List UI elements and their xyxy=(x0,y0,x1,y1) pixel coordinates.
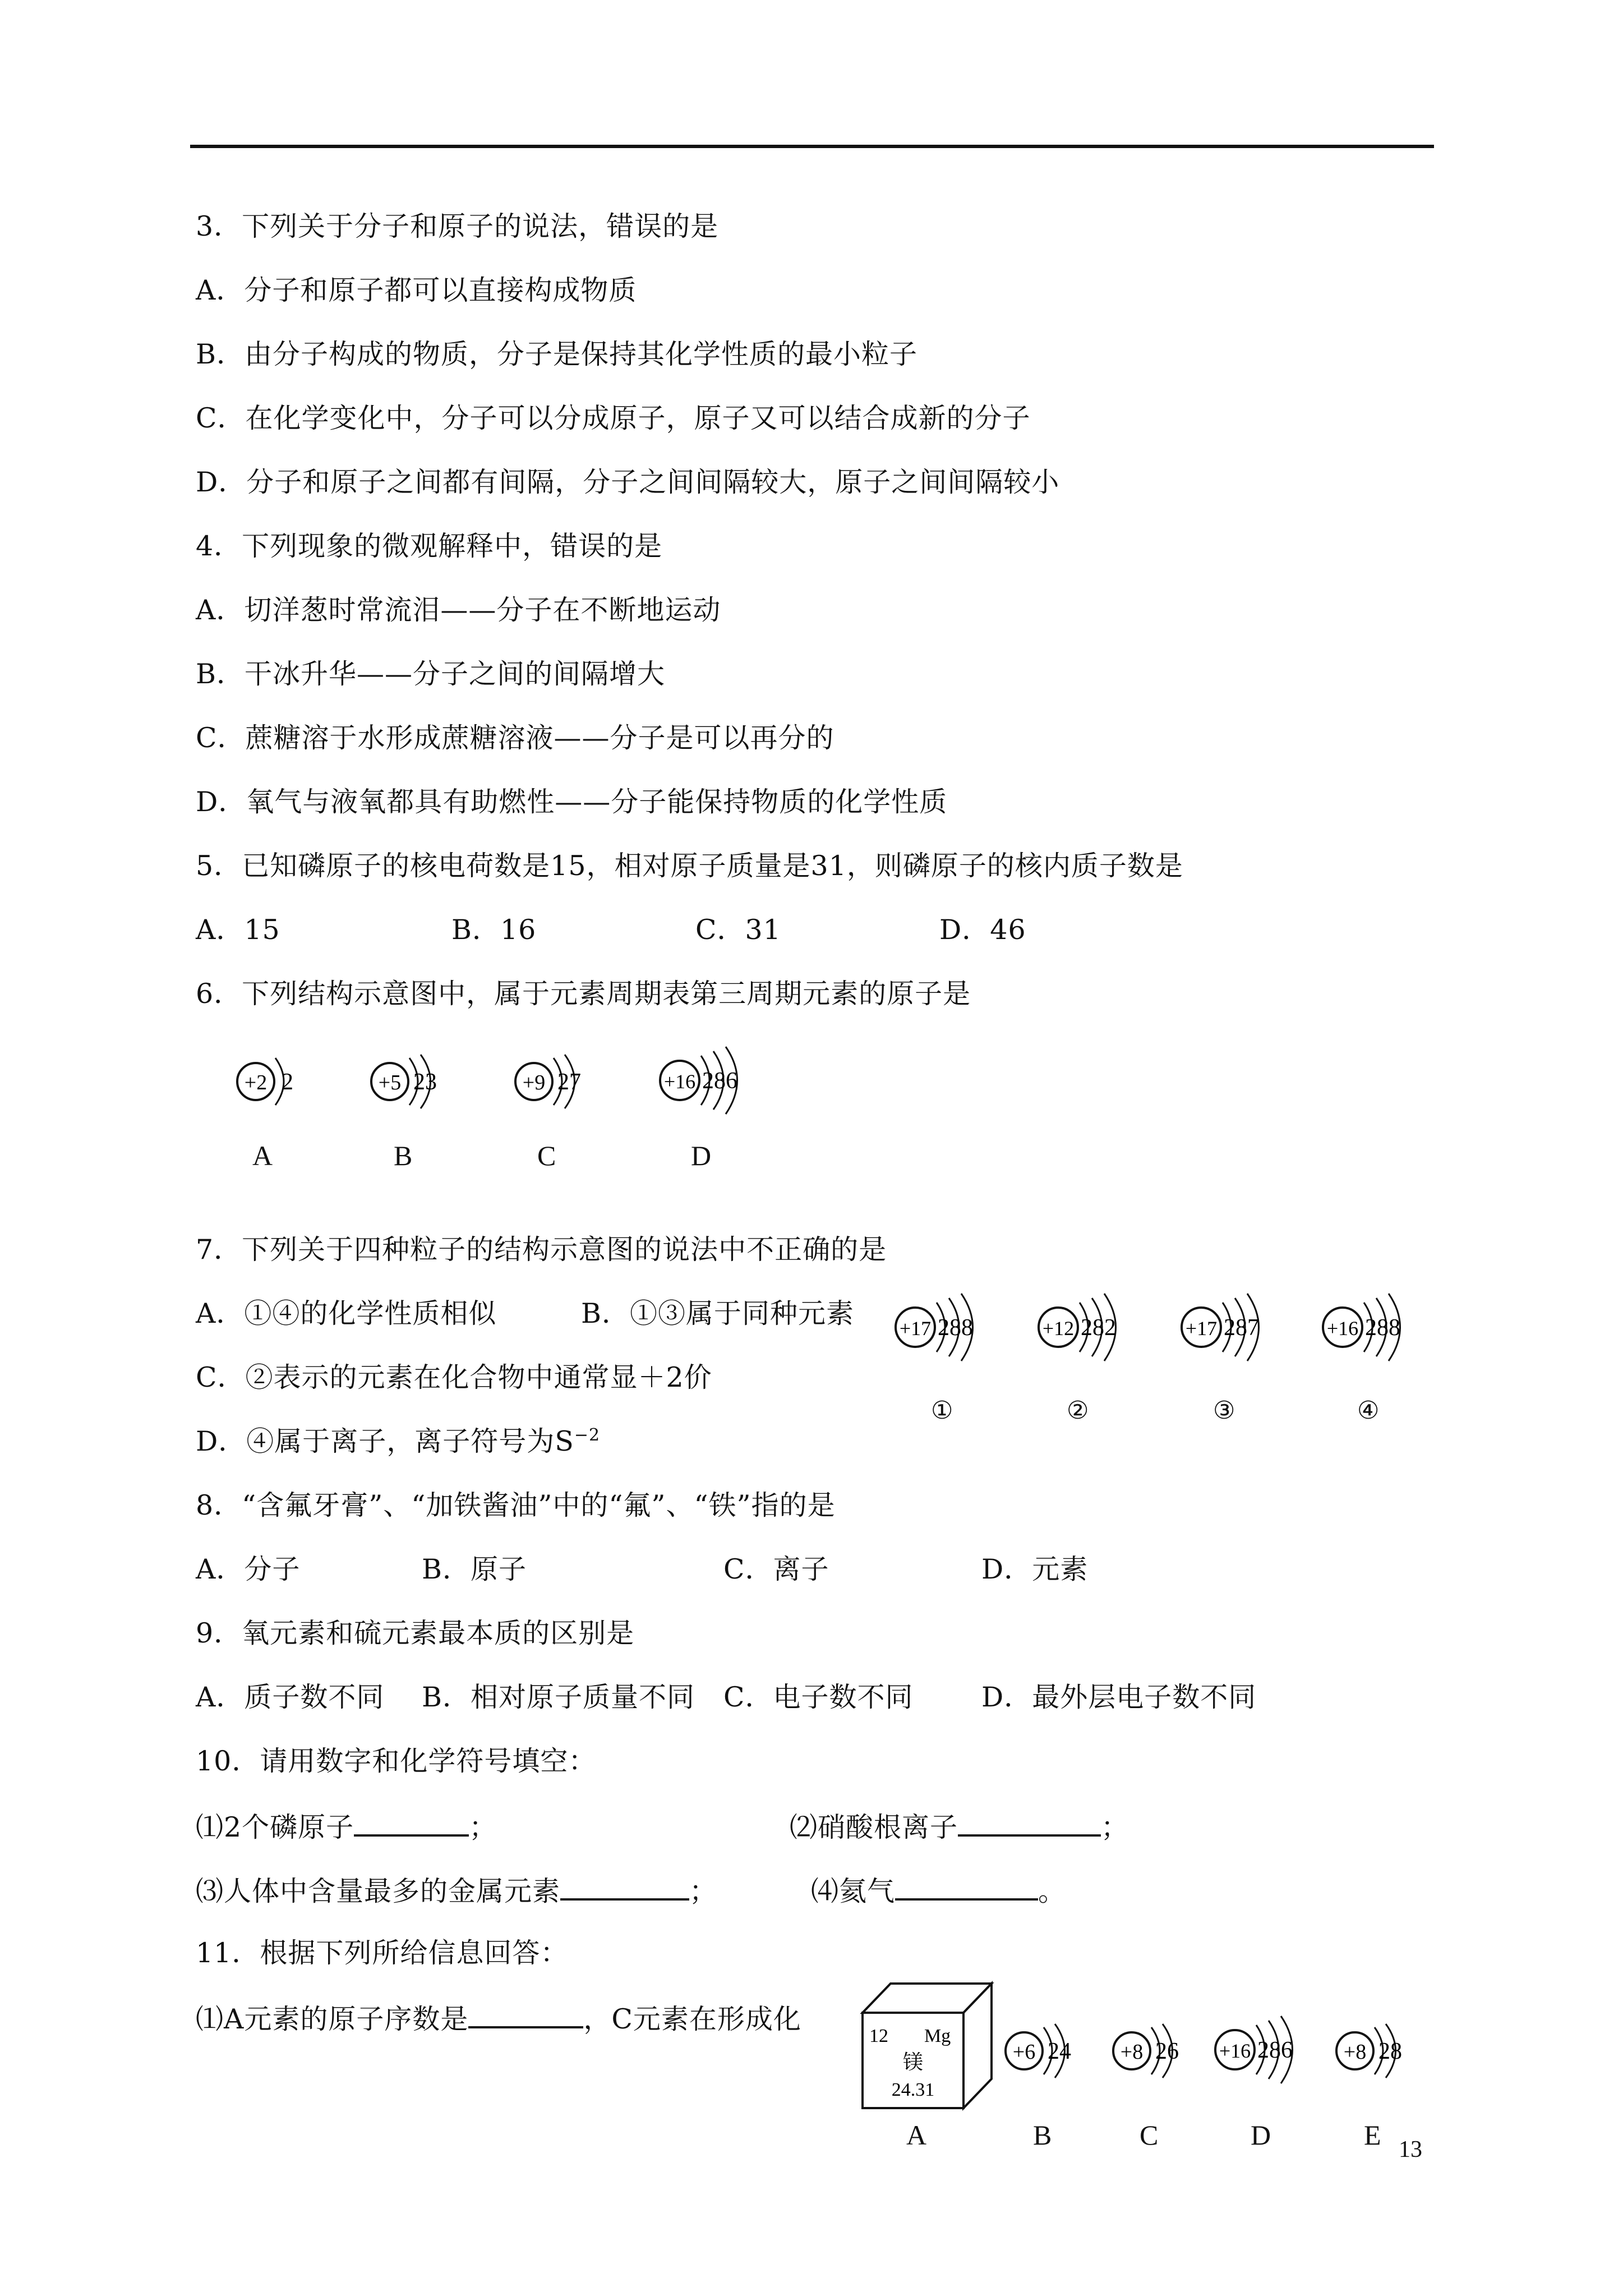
question-7-option-d-text: D．④属于离子，离子符号为S xyxy=(196,1425,574,1457)
q6-label-d: D xyxy=(691,1140,712,1171)
question-3-option-c: C．在化学变化中，分子可以分成原子，原子又可以结合成新的分子 xyxy=(196,402,1031,434)
question-4-option-d: D．氧气与液氧都具有助燃性——分子能保持物质的化学性质 xyxy=(196,786,948,818)
q10-part-1-text: ⑴2个磷原子 xyxy=(196,1811,354,1843)
element-cell-magnesium xyxy=(858,1979,998,2114)
q11-label-a: A xyxy=(906,2119,927,2151)
q10-part-2-text: ⑵硝酸根离子 xyxy=(790,1811,958,1843)
svg-text:26: 26 xyxy=(1155,2039,1179,2064)
question-10-part-4 xyxy=(811,1872,1066,1908)
question-3-stem: 3．下列关于分子和原子的说法，错误的是 xyxy=(196,210,719,242)
svg-text:+16: +16 xyxy=(1326,1317,1359,1340)
q11-part-1-text: ⑴A元素的原子序数是 xyxy=(196,2003,469,2035)
q11-atom-c xyxy=(1109,2018,1205,2086)
q11-part-1-end: ，C元素在形成化 xyxy=(583,2003,801,2035)
question-4-option-c: C．蔗糖溶于水形成蔗糖溶液——分子是可以再分的 xyxy=(196,722,834,754)
question-9-option-d: D．最外层电子数不同 xyxy=(981,1681,1257,1713)
q6-atom-a xyxy=(233,1049,306,1116)
q11-atom-d xyxy=(1211,2013,1324,2088)
question-5-option-d: D．46 xyxy=(939,914,1026,946)
svg-text:+9: +9 xyxy=(522,1071,546,1094)
q7-atom-1 xyxy=(892,1290,1004,1366)
question-4-option-a: A．切洋葱时常流泪——分子在不断地运动 xyxy=(196,594,721,626)
q10-part-3-end: ； xyxy=(689,1875,718,1907)
svg-text:287: 287 xyxy=(1224,1315,1259,1341)
question-7-option-a: A．①④的化学性质相似 xyxy=(196,1297,497,1329)
q10-part-4-blank[interactable] xyxy=(895,1872,1038,1901)
q6-label-a: A xyxy=(252,1140,273,1171)
q11-label-d: D xyxy=(1251,2119,1271,2151)
question-5-option-a: A．15 xyxy=(196,914,280,946)
q11-label-e: E xyxy=(1364,2119,1381,2151)
svg-text:+16: +16 xyxy=(663,1070,696,1093)
q11-atom-e xyxy=(1332,2018,1428,2086)
question-3-option-a: A．分子和原子都可以直接构成物质 xyxy=(196,274,637,306)
q7-label-2: ② xyxy=(1067,1396,1089,1425)
q11-part-1-blank[interactable] xyxy=(468,2000,583,2028)
q6-label-c: C xyxy=(537,1140,556,1171)
question-4-stem: 4．下列现象的微观解释中，错误的是 xyxy=(196,530,663,562)
q6-label-b: B xyxy=(394,1140,413,1171)
q10-part-3-blank[interactable] xyxy=(560,1872,689,1901)
svg-text:24: 24 xyxy=(1048,2039,1071,2064)
svg-text:288: 288 xyxy=(938,1315,973,1341)
svg-text:282: 282 xyxy=(1081,1315,1116,1341)
q7-label-1: ① xyxy=(931,1396,953,1425)
question-10-part-2 xyxy=(790,1809,1129,1844)
q10-part-1-blank[interactable] xyxy=(354,1809,469,1837)
q7-atom-3 xyxy=(1178,1290,1290,1366)
svg-text:+12: +12 xyxy=(1042,1317,1075,1340)
svg-text:27: 27 xyxy=(557,1069,581,1095)
svg-text:+17: +17 xyxy=(1185,1317,1218,1340)
question-10-stem: 10．请用数字和化学符号填空： xyxy=(196,1745,597,1777)
q10-part-2-end: ； xyxy=(1101,1811,1129,1843)
question-8-option-b: B．原子 xyxy=(422,1553,527,1585)
page-number: 13 xyxy=(1399,2137,1422,2162)
svg-text:28: 28 xyxy=(1378,2039,1402,2064)
svg-text:+2: +2 xyxy=(244,1071,268,1094)
question-9-option-a: A．质子数不同 xyxy=(196,1681,385,1713)
q11-label-b: B xyxy=(1033,2119,1052,2151)
element-mass: 24.31 xyxy=(891,2079,935,2100)
question-8-option-c: C．离子 xyxy=(723,1553,829,1585)
q6-atom-b xyxy=(367,1049,457,1116)
question-6-stem: 6．下列结构示意图中，属于元素周期表第三周期元素的原子是 xyxy=(196,978,971,1010)
q10-part-1-end: ； xyxy=(469,1811,497,1843)
question-11-part-1 xyxy=(196,2000,801,2036)
element-name: 镁 xyxy=(902,2051,924,2073)
question-7-option-b: B．①③属于同种元素 xyxy=(581,1297,855,1329)
svg-text:+5: +5 xyxy=(378,1071,402,1094)
q10-part-4-end: 。 xyxy=(1038,1875,1067,1907)
svg-text:+6: +6 xyxy=(1012,2040,1036,2064)
q10-part-2-blank[interactable] xyxy=(958,1809,1101,1837)
question-7-option-c: C．②表示的元素在化合物中通常显＋2价 xyxy=(196,1361,712,1393)
svg-text:286: 286 xyxy=(702,1068,737,1094)
q11-atom-b xyxy=(1002,2018,1097,2086)
question-3-option-b: B．由分子构成的物质，分子是保持其化学性质的最小粒子 xyxy=(196,338,918,370)
question-10-part-1 xyxy=(196,1809,497,1844)
question-11-stem: 11．根据下列所给信息回答： xyxy=(196,1937,569,1969)
question-9-option-b: B．相对原子质量不同 xyxy=(422,1681,695,1713)
question-9-stem: 9．氧元素和硫元素最本质的区别是 xyxy=(196,1617,635,1649)
question-7-option-d xyxy=(196,1425,600,1458)
question-8-option-a: A．分子 xyxy=(196,1553,301,1585)
question-10-part-3 xyxy=(196,1872,717,1908)
q6-atom-d xyxy=(656,1043,768,1119)
q7-label-3: ③ xyxy=(1213,1396,1235,1425)
element-symbol: Mg xyxy=(924,2026,951,2046)
header-rule xyxy=(190,145,1434,148)
question-5-option-c: C．31 xyxy=(695,914,781,946)
question-3-option-d: D．分子和原子之间都有间隔，分子之间间隔较大，原子之间间隔较小 xyxy=(196,466,1060,498)
q10-part-4-text: ⑷氦气 xyxy=(811,1875,896,1907)
question-8-option-d: D．元素 xyxy=(981,1553,1089,1585)
ion-charge: −2 xyxy=(574,1425,601,1445)
svg-text:286: 286 xyxy=(1257,2037,1293,2063)
q7-label-4: ④ xyxy=(1357,1396,1380,1425)
question-9-option-c: C．电子数不同 xyxy=(723,1681,914,1713)
svg-text:2: 2 xyxy=(282,1069,293,1095)
q7-atom-4 xyxy=(1319,1290,1431,1366)
svg-text:+8: +8 xyxy=(1343,2040,1367,2064)
svg-text:23: 23 xyxy=(413,1069,437,1095)
question-5-option-b: B．16 xyxy=(451,914,537,946)
question-4-option-b: B．干冰升华——分子之间的间隔增大 xyxy=(196,658,666,690)
element-number: 12 xyxy=(869,2026,888,2046)
q6-atom-c xyxy=(511,1049,601,1116)
question-7-stem: 7．下列关于四种粒子的结构示意图的说法中不正确的是 xyxy=(196,1234,887,1266)
question-8-stem: 8．“含氟牙膏”、“加铁酱油”中的“氟”、“铁”指的是 xyxy=(196,1489,836,1521)
question-5-stem: 5．已知磷原子的核电荷数是15，相对原子质量是31，则磷原子的核内质子数是 xyxy=(196,850,1183,882)
svg-text:288: 288 xyxy=(1365,1315,1400,1341)
q11-label-c: C xyxy=(1140,2119,1159,2151)
svg-text:+16: +16 xyxy=(1219,2040,1251,2062)
svg-text:+8: +8 xyxy=(1120,2040,1144,2064)
q10-part-3-text: ⑶人体中含量最多的金属元素 xyxy=(196,1875,561,1907)
q7-atom-2 xyxy=(1035,1290,1147,1366)
svg-text:+17: +17 xyxy=(899,1317,932,1340)
